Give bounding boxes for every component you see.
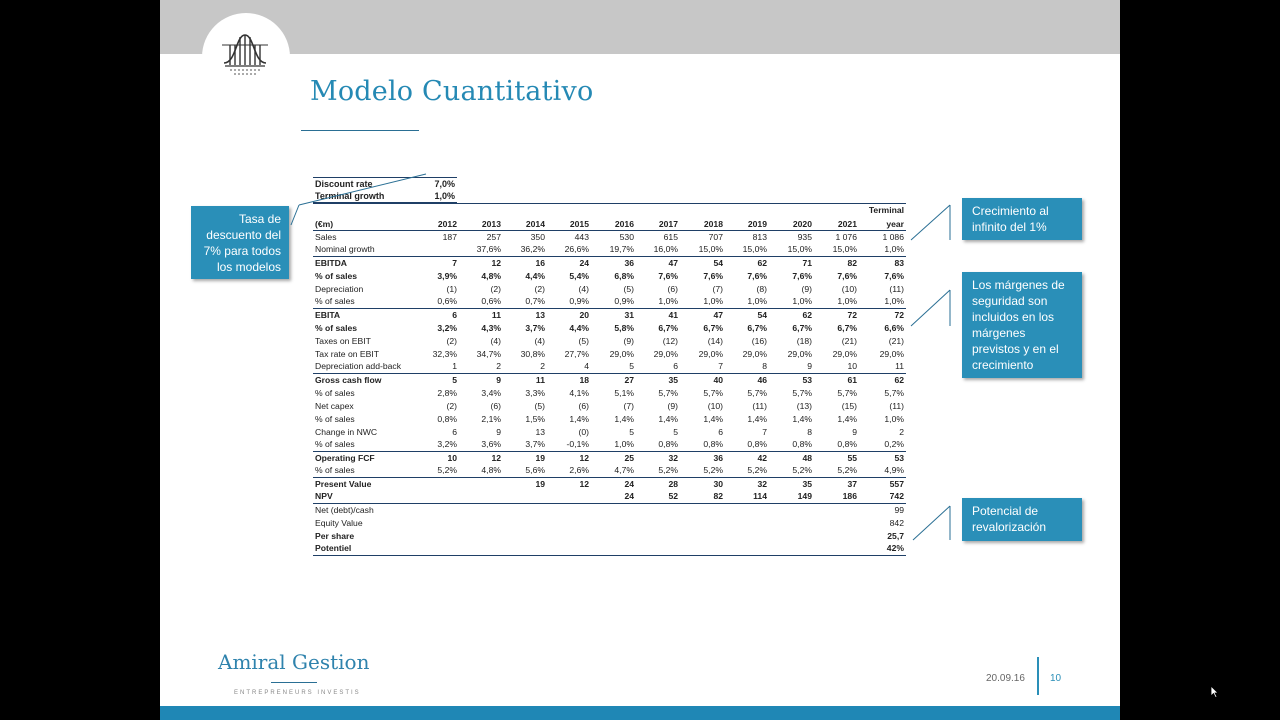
param-label: Terminal growth (315, 191, 385, 201)
row-label: Net capex (315, 400, 354, 411)
table-cell: 1,4% (614, 413, 634, 424)
table-cell: 6,7% (792, 322, 812, 333)
table-cell: 47 (680, 308, 725, 321)
table-cell: (12) (662, 335, 678, 346)
discount-rate-callout: Tasa de descuento del 7% para todos los modelos (191, 206, 289, 279)
table-cell: (2) (490, 283, 501, 294)
growth-callout: Crecimiento al infinito del 1% (962, 198, 1082, 240)
table-cell: 13 (503, 308, 547, 321)
table-cell: (10) (707, 400, 723, 411)
table-cell: 1,0% (837, 296, 857, 307)
table-cell: (21) (888, 335, 904, 346)
table-cell: 82 (814, 256, 859, 269)
table-cell: 9 (807, 361, 812, 372)
table-cell: 29,0% (698, 348, 723, 359)
table-cell: (21) (841, 335, 857, 346)
table-cell: 16,0% (653, 244, 678, 255)
table-cell: 7,6% (747, 270, 767, 281)
table-cell: 0,8% (437, 413, 457, 424)
terminal-header-line1: Terminal (859, 204, 906, 218)
table-cell: 4,1% (569, 387, 589, 398)
table-cell: 54 (680, 256, 725, 269)
row-label: Change in NWC (315, 426, 378, 437)
table-cell: (4) (578, 283, 589, 294)
table-cell: 20 (547, 308, 591, 321)
table-cell: 6 (452, 426, 457, 437)
table-cell: 24 (547, 256, 591, 269)
table-cell: 5,6% (525, 465, 545, 476)
table-cell: 0,6% (481, 296, 501, 307)
table-cell: 37,6% (476, 244, 501, 255)
table-cell: 2 (496, 361, 501, 372)
table-cell: 71 (769, 256, 814, 269)
table-cell: 15,0% (787, 244, 812, 255)
table-cell: 29,0% (653, 348, 678, 359)
table-cell: (4) (534, 335, 545, 346)
table-cell: 1,4% (792, 413, 812, 424)
table-cell: (11) (889, 283, 904, 294)
table-cell: 1,4% (569, 413, 589, 424)
param-label: Discount rate (315, 179, 373, 189)
table-cell: 257 (486, 231, 501, 242)
table-cell: 82 (713, 491, 723, 502)
table-cell: 813 (752, 231, 767, 242)
table-cell: 29,0% (787, 348, 812, 359)
table-cell: 99 (859, 503, 906, 516)
mouse-cursor-icon (1211, 686, 1219, 698)
table-cell: 4 (584, 361, 589, 372)
table-cell: 55 (814, 451, 859, 464)
table-cell: 11 (895, 361, 904, 372)
table-cell: 35 (769, 477, 814, 490)
table-cell: (2) (446, 400, 457, 411)
table-cell: (6) (578, 400, 589, 411)
table-cell: 42% (859, 542, 906, 555)
table-cell: 6,6% (884, 322, 904, 333)
table-cell: 8 (762, 361, 767, 372)
table-cell: 5,2% (792, 465, 812, 476)
table-cell: 7,6% (792, 270, 812, 281)
table-cell: 2,1% (481, 413, 501, 424)
year-header: 2017 (636, 217, 680, 230)
table-cell: 5,7% (837, 387, 857, 398)
table-cell: 12 (547, 477, 591, 490)
table-cell: 72 (814, 308, 859, 321)
table-cell: 1,4% (703, 413, 723, 424)
table-cell: 18 (547, 373, 591, 386)
table-cell: 1 086 (882, 231, 904, 242)
table-cell: 4,3% (481, 322, 501, 333)
margins-callout: Los márgenes de seguridad son incluidos en los márgenes previstos y en el crecimiento (962, 272, 1082, 378)
table-cell: 1,0% (884, 296, 904, 307)
table-cell: 15,0% (832, 244, 857, 255)
table-cell: 443 (574, 231, 589, 242)
row-label: Equity Value (315, 517, 363, 528)
table-cell: (11) (752, 400, 767, 411)
table-cell: 187 (442, 231, 457, 242)
table-cell: 19 (503, 477, 547, 490)
table-cell: 5,7% (747, 387, 767, 398)
table-cell: 0,8% (837, 439, 857, 450)
table-cell: 37 (814, 477, 859, 490)
table-cell: (15) (841, 400, 857, 411)
table-cell: 2 (540, 361, 545, 372)
row-label: Tax rate on EBIT (315, 348, 380, 359)
table-cell: 10 (417, 451, 459, 464)
table-cell: 0,8% (792, 439, 812, 450)
table-cell: (6) (667, 283, 678, 294)
table-cell: 19 (503, 451, 547, 464)
table-cell: 19,7% (609, 244, 634, 255)
row-label: % of sales (315, 413, 355, 424)
table-cell: (7) (623, 400, 634, 411)
table-cell: 7 (417, 256, 459, 269)
table-cell: 5 (629, 361, 634, 372)
table-cell: 16 (503, 256, 547, 269)
table-cell: 530 (619, 231, 634, 242)
year-header: 2015 (547, 217, 591, 230)
table-cell: (2) (534, 283, 545, 294)
table-cell: 0,8% (747, 439, 767, 450)
table-cell: 615 (663, 231, 678, 242)
table-cell: (5) (578, 335, 589, 346)
table-cell: 5,2% (437, 465, 457, 476)
year-header: 2013 (459, 217, 503, 230)
table-cell: 62 (859, 373, 906, 386)
table-cell: 12 (547, 451, 591, 464)
table-cell: 1,0% (703, 296, 723, 307)
table-cell: 48 (769, 451, 814, 464)
table-cell: 742 (889, 491, 904, 502)
table-cell: 7 (762, 426, 767, 437)
table-cell: 2,6% (569, 465, 589, 476)
row-label: Depreciation add-back (315, 361, 401, 372)
table-cell: (13) (796, 400, 812, 411)
row-label: % of sales (315, 387, 355, 398)
table-cell: 28 (636, 477, 680, 490)
table-cell: 15,0% (698, 244, 723, 255)
table-cell: 31 (591, 308, 636, 321)
table-cell: 6 (718, 426, 723, 437)
table-cell: 27,7% (564, 348, 589, 359)
table-cell: 4,4% (569, 322, 589, 333)
table-cell: 53 (859, 451, 906, 464)
table-cell: (16) (751, 335, 767, 346)
table-cell: 6 (673, 361, 678, 372)
table-cell: 5,7% (703, 387, 723, 398)
table-cell: 4,8% (481, 465, 501, 476)
table-cell: 0,8% (703, 439, 723, 450)
table-cell: (8) (756, 283, 767, 294)
table-cell: 40 (680, 373, 725, 386)
brand-name: Amiral Gestion (218, 650, 370, 674)
terminal-header-line2: year (859, 217, 906, 230)
table-cell: 62 (769, 308, 814, 321)
table-cell: 6,7% (747, 322, 767, 333)
callout-connectors (160, 0, 1120, 720)
table-cell: 7,6% (884, 270, 904, 281)
table-cell: 5 (417, 373, 459, 386)
table-cell: 6,7% (703, 322, 723, 333)
potential-callout: Potencial de revalorización (962, 498, 1082, 541)
table-cell: 1,0% (884, 244, 904, 255)
table-cell: 0,2% (884, 439, 904, 450)
table-cell: 35 (636, 373, 680, 386)
bottom-bar (160, 706, 1120, 720)
table-cell: 12 (459, 256, 503, 269)
table-cell: 62 (725, 256, 769, 269)
table-cell: 12 (459, 451, 503, 464)
row-label: EBITDA (313, 256, 417, 269)
row-label: Taxes on EBIT (315, 335, 371, 346)
table-cell: (6) (490, 400, 501, 411)
table-cell: 72 (859, 308, 906, 321)
table-cell: 3,4% (481, 387, 501, 398)
table-cell: (14) (707, 335, 723, 346)
table-cell: 3,6% (481, 439, 501, 450)
table-cell: 8 (807, 426, 812, 437)
table-cell: (7) (712, 283, 723, 294)
table-cell: 5,2% (658, 465, 678, 476)
table-cell: 42 (725, 451, 769, 464)
table-cell: 9 (496, 426, 501, 437)
table-cell: 6,7% (837, 322, 857, 333)
table-cell: 5,1% (614, 387, 634, 398)
year-header: 2020 (769, 217, 814, 230)
table-cell: 842 (889, 517, 904, 528)
table-cell: (4) (490, 335, 501, 346)
table-cell: 46 (725, 373, 769, 386)
table-cell: 9 (459, 373, 503, 386)
table-cell: 1,0% (747, 296, 767, 307)
row-label: Depreciation (315, 283, 364, 294)
page-title: Modelo Cuantitativo (310, 76, 594, 107)
table-cell: 3,2% (437, 322, 457, 333)
year-header: 2018 (680, 217, 725, 230)
table-cell: 25,7 (887, 530, 904, 541)
table-cell: 54 (725, 308, 769, 321)
row-label: NPV (315, 491, 333, 502)
table-cell: -0,1% (566, 439, 589, 450)
row-label: Sales (315, 231, 337, 242)
table-cell: 1,0% (792, 296, 812, 307)
brand-tagline: ENTREPRENEURS INVESTIS (234, 690, 361, 696)
table-cell: 29,0% (879, 348, 904, 359)
table-cell: 6,8% (614, 270, 634, 281)
table-cell: 149 (797, 491, 812, 502)
table-cell: 34,7% (476, 348, 501, 359)
table-cell: 36 (680, 451, 725, 464)
row-label: Net (debt)/cash (313, 503, 417, 516)
table-cell: 7 (718, 361, 723, 372)
table-cell: (18) (796, 335, 812, 346)
table-cell: 15,0% (742, 244, 767, 255)
table-cell: 32 (725, 477, 769, 490)
table-cell: 7,6% (837, 270, 857, 281)
table-cell: 11 (503, 373, 547, 386)
table-cell: 83 (859, 256, 906, 269)
row-label: Present Value (313, 477, 417, 490)
table-cell: 10 (847, 361, 857, 372)
param-value: 7,0% (434, 179, 455, 189)
table-cell: 5,7% (658, 387, 678, 398)
table-cell: 0,9% (569, 296, 589, 307)
table-cell: 27 (591, 373, 636, 386)
table-cell: 5,2% (747, 465, 767, 476)
table-cell: 3,3% (525, 387, 545, 398)
table-cell: (9) (623, 335, 634, 346)
slide (160, 0, 1120, 720)
table-cell: 24 (591, 477, 636, 490)
table-cell: 6,7% (658, 322, 678, 333)
slide-date: 20.09.16 (986, 673, 1025, 684)
table-cell: 5 (629, 426, 634, 437)
table-cell: 29,0% (832, 348, 857, 359)
table-cell: 114 (753, 491, 767, 502)
table-cell: 5,2% (703, 465, 723, 476)
table-cell: (9) (801, 283, 812, 294)
table-cell: 5,7% (792, 387, 812, 398)
table-cell: 1,0% (884, 413, 904, 424)
table-cell: 61 (814, 373, 859, 386)
table-cell: 30,8% (520, 348, 545, 359)
table-cell: 29,0% (609, 348, 634, 359)
table-cell: 52 (668, 491, 678, 502)
table-cell: 1 076 (835, 231, 857, 242)
table-cell: 935 (797, 231, 812, 242)
table-cell: 5,2% (837, 465, 857, 476)
brand-divider (271, 682, 317, 683)
table-cell: 2 (899, 426, 904, 437)
row-label: Nominal growth (315, 244, 375, 255)
table-cell: 0,6% (437, 296, 457, 307)
table-cell: (2) (446, 335, 457, 346)
table-cell: 350 (530, 231, 545, 242)
table-cell: 3,9% (437, 270, 457, 281)
table-cell: 5,7% (884, 387, 904, 398)
table-cell: 186 (842, 491, 857, 502)
table-cell: 1,5% (525, 413, 545, 424)
table-cell: 24 (624, 491, 634, 502)
param-value: 1,0% (434, 191, 455, 201)
table-cell: (10) (841, 283, 857, 294)
table-cell: 3,7% (525, 439, 545, 450)
table-cell: (5) (623, 283, 634, 294)
table-cell: 32 (636, 451, 680, 464)
table-cell: 4,4% (525, 270, 545, 281)
table-cell: 0,9% (614, 296, 634, 307)
table-cell: (11) (889, 400, 904, 411)
table-cell: 30 (680, 477, 725, 490)
table-cell: 1 (452, 361, 457, 372)
table-cell: 47 (636, 256, 680, 269)
row-label: Operating FCF (313, 451, 417, 464)
table-cell: 29,0% (742, 348, 767, 359)
table-cell: 25 (591, 451, 636, 464)
table-cell: 6 (417, 308, 459, 321)
table-cell: 1,4% (747, 413, 767, 424)
row-label: EBITA (313, 308, 417, 321)
table-cell: (1) (446, 283, 457, 294)
table-cell: 1,0% (614, 439, 634, 450)
row-label: Per share (315, 530, 355, 541)
table-cell: 36,2% (520, 244, 545, 255)
year-header: 2012 (417, 217, 459, 230)
table-cell: 1,4% (658, 413, 678, 424)
table-cell: 26,6% (564, 244, 589, 255)
page-number: 10 (1050, 673, 1062, 684)
table-cell: 707 (708, 231, 723, 242)
row-label: % of sales (315, 439, 355, 450)
row-label: % of sales (315, 465, 355, 476)
table-cell: (9) (667, 400, 678, 411)
unit-header: (€m) (313, 217, 417, 230)
table-cell: 4,9% (884, 465, 904, 476)
year-header: 2021 (814, 217, 859, 230)
table-cell: 11 (459, 308, 503, 321)
row-label: % of sales (315, 322, 358, 333)
row-label: Potentiel (313, 542, 417, 555)
table-cell: 3,7% (525, 322, 545, 333)
table-cell: 53 (769, 373, 814, 386)
table-cell: 36 (591, 256, 636, 269)
table-cell: 0,8% (658, 439, 678, 450)
table-cell: 9 (852, 426, 857, 437)
table-cell: (5) (534, 400, 545, 411)
table-cell: 4,7% (614, 465, 634, 476)
table-cell: 13 (535, 426, 545, 437)
year-header: 2019 (725, 217, 769, 230)
table-cell: 1,0% (658, 296, 678, 307)
table-cell: 557 (859, 477, 906, 490)
table-cell: 41 (636, 308, 680, 321)
year-header: 2014 (503, 217, 547, 230)
table-cell: 5,4% (569, 270, 589, 281)
table-cell: 2,8% (437, 387, 457, 398)
table-cell: 7,6% (703, 270, 723, 281)
table-cell: 7,6% (658, 270, 678, 281)
year-header: 2016 (591, 217, 636, 230)
table-cell: 5 (673, 426, 678, 437)
table-cell: 1,4% (837, 413, 857, 424)
row-label: % of sales (315, 296, 355, 307)
table-cell: 32,3% (432, 348, 457, 359)
row-label: % of sales (315, 270, 358, 281)
table-cell: (0) (578, 426, 589, 437)
page-number-divider (1037, 657, 1039, 695)
table-cell: 0,7% (525, 296, 545, 307)
row-label: Gross cash flow (313, 373, 417, 386)
table-cell: 3,2% (437, 439, 457, 450)
table-cell: 4,8% (481, 270, 501, 281)
table-cell: 5,8% (614, 322, 634, 333)
